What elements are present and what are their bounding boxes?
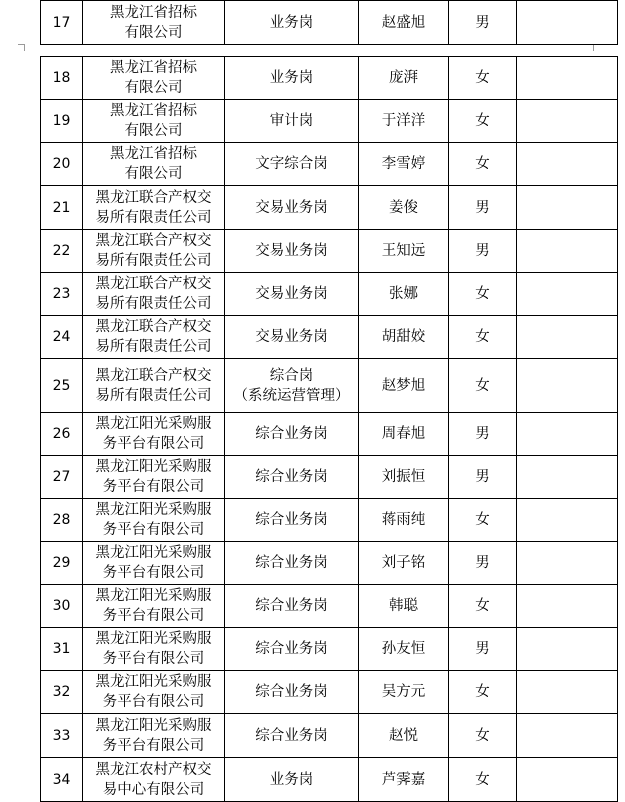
name-cell: 张娜: [359, 273, 449, 316]
company-line: 务平台有限公司: [102, 608, 205, 624]
company-line: 易中心有限公司: [102, 781, 205, 798]
position-line: 交易业务岗: [255, 329, 328, 345]
row-number-cell: 21: [41, 186, 83, 230]
gender-cell: 女: [449, 57, 517, 100]
gender-cell: 女: [449, 758, 517, 802]
company-line: 黑龙江联合产权交: [95, 189, 212, 206]
gender-cell: 女: [449, 359, 517, 413]
company-cell: [83, 1, 225, 45]
position-cell: [225, 57, 359, 100]
page-corner-mark-right: [593, 44, 600, 51]
company-line: 务平台有限公司: [102, 651, 205, 667]
company-line: 务平台有限公司: [102, 565, 205, 581]
table-row: [41, 100, 618, 143]
name-cell: 孙友恒: [359, 628, 449, 671]
company-line: 有限公司: [124, 166, 183, 182]
company-line: 黑龙江阳光采购服: [95, 631, 212, 647]
name-cell: 赵梦旭: [359, 359, 449, 413]
table-row: [41, 186, 618, 230]
company-line: 务平台有限公司: [102, 522, 205, 538]
position-line: 业务岗: [269, 14, 314, 31]
row-number-cell: 26: [41, 413, 83, 456]
company-cell: [83, 413, 225, 456]
name-cell: 胡甜姣: [359, 316, 449, 359]
position-line: 综合岗: [269, 367, 314, 384]
name-cell: 刘振恒: [359, 456, 449, 499]
note-cell: [517, 1, 618, 45]
note-cell: [517, 585, 618, 628]
name-cell: 刘子铭: [359, 542, 449, 585]
company-line: 黑龙江阳光采购服: [95, 717, 212, 734]
company-line: 易所有限责任公司: [95, 296, 212, 312]
company-line: 黑龙江省招标: [110, 60, 197, 76]
table-row: [41, 143, 618, 186]
company-cell: [83, 456, 225, 499]
position-cell: [225, 456, 359, 499]
position-line: 交易业务岗: [255, 243, 328, 259]
position-line: 综合业务岗: [255, 469, 328, 485]
row-number-cell: 24: [41, 316, 83, 359]
company-line: 易所有限责任公司: [95, 253, 212, 269]
position-line: 文字综合岗: [255, 156, 328, 172]
table-row: [41, 1, 618, 45]
position-line: 综合业务岗: [255, 598, 328, 614]
position-cell: [225, 316, 359, 359]
table-row: [41, 273, 618, 316]
row-number-cell: 30: [41, 585, 83, 628]
table-row: [41, 585, 618, 628]
row-number-cell: 22: [41, 230, 83, 273]
note-cell: [517, 100, 618, 143]
company-line: 黑龙江农村产权交: [95, 761, 212, 778]
company-cell: [83, 316, 225, 359]
company-cell: [83, 714, 225, 758]
company-cell: [83, 671, 225, 714]
gender-cell: 女: [449, 671, 517, 714]
company-cell: [83, 100, 225, 143]
gender-cell: 女: [449, 273, 517, 316]
position-cell: [225, 100, 359, 143]
company-line: 黑龙江阳光采购服: [95, 545, 212, 561]
company-cell: [83, 143, 225, 186]
position-line: 业务岗: [269, 70, 314, 86]
position-line: 综合业务岗: [255, 555, 328, 571]
company-line: 易所有限责任公司: [95, 209, 212, 226]
note-cell: [517, 714, 618, 758]
gender-cell: 男: [449, 542, 517, 585]
name-cell: 庞湃: [359, 57, 449, 100]
company-cell: [83, 758, 225, 802]
table-row: [41, 671, 618, 714]
position-cell: [225, 628, 359, 671]
company-line: 务平台有限公司: [102, 436, 205, 452]
position-line: 审计岗: [269, 113, 314, 129]
note-cell: [517, 359, 618, 413]
company-line: 黑龙江联合产权交: [95, 367, 212, 384]
position-line: 综合业务岗: [255, 512, 328, 528]
row-number-cell: 23: [41, 273, 83, 316]
name-cell: 蒋雨纯: [359, 499, 449, 542]
company-cell: [83, 585, 225, 628]
position-cell: [225, 758, 359, 802]
company-line: 黑龙江联合产权交: [95, 319, 212, 335]
row-number-cell: 18: [41, 57, 83, 100]
gender-cell: 男: [449, 230, 517, 273]
note-cell: [517, 628, 618, 671]
row-number-cell: 29: [41, 542, 83, 585]
name-cell: 王知远: [359, 230, 449, 273]
row-number-cell: 25: [41, 359, 83, 413]
table-row: [41, 456, 618, 499]
company-line: 易所有限责任公司: [95, 339, 212, 355]
gender-cell: 男: [449, 1, 517, 45]
company-cell: [83, 628, 225, 671]
table-row: [41, 316, 618, 359]
company-line: 黑龙江阳光采购服: [95, 588, 212, 604]
company-cell: [83, 186, 225, 230]
row-number-cell: 28: [41, 499, 83, 542]
table-row: [41, 413, 618, 456]
position-line: （系统运营管理）: [233, 387, 350, 404]
position-line: 综合业务岗: [255, 641, 328, 657]
note-cell: [517, 413, 618, 456]
position-line: 综合业务岗: [255, 684, 328, 700]
note-cell: [517, 230, 618, 273]
table-row: [41, 230, 618, 273]
position-line: 综合业务岗: [255, 426, 328, 442]
company-line: 黑龙江联合产权交: [95, 276, 212, 292]
position-cell: [225, 186, 359, 230]
company-cell: [83, 57, 225, 100]
note-cell: [517, 499, 618, 542]
company-line: 务平台有限公司: [102, 737, 205, 754]
company-cell: [83, 230, 225, 273]
row-number-cell: 33: [41, 714, 83, 758]
table-row: [41, 542, 618, 585]
name-cell: 吴方元: [359, 671, 449, 714]
company-line: 有限公司: [124, 24, 183, 41]
note-cell: [517, 316, 618, 359]
position-cell: [225, 230, 359, 273]
company-line: 黑龙江阳光采购服: [95, 502, 212, 518]
position-line: 业务岗: [269, 771, 314, 788]
gender-cell: 男: [449, 186, 517, 230]
gender-cell: 女: [449, 100, 517, 143]
gender-cell: 男: [449, 413, 517, 456]
table-row: [41, 628, 618, 671]
name-cell: 姜俊: [359, 186, 449, 230]
company-line: 黑龙江省招标: [110, 146, 197, 162]
row-number-cell: 32: [41, 671, 83, 714]
position-cell: [225, 714, 359, 758]
company-line: 易所有限责任公司: [95, 387, 212, 404]
gender-cell: 女: [449, 316, 517, 359]
position-cell: [225, 671, 359, 714]
company-line: 务平台有限公司: [102, 694, 205, 710]
company-line: 有限公司: [124, 123, 183, 139]
company-line: 有限公司: [124, 80, 183, 96]
company-line: 黑龙江省招标: [110, 4, 197, 21]
row-number-cell: 19: [41, 100, 83, 143]
company-line: 黑龙江联合产权交: [95, 233, 212, 249]
table-row: [41, 499, 618, 542]
position-cell: [225, 1, 359, 45]
position-cell: [225, 585, 359, 628]
note-cell: [517, 143, 618, 186]
name-cell: 李雪婷: [359, 143, 449, 186]
company-cell: [83, 273, 225, 316]
company-line: 务平台有限公司: [102, 479, 205, 495]
company-line: 黑龙江阳光采购服: [95, 674, 212, 690]
note-cell: [517, 758, 618, 802]
position-cell: [225, 542, 359, 585]
table-row: [41, 714, 618, 758]
name-cell: 韩聪: [359, 585, 449, 628]
company-line: 黑龙江省招标: [110, 103, 197, 119]
position-cell: [225, 413, 359, 456]
gender-cell: 女: [449, 585, 517, 628]
company-line: 黑龙江阳光采购服: [95, 416, 212, 432]
position-cell: [225, 359, 359, 413]
position-line: 交易业务岗: [255, 286, 328, 302]
applicant-table: [40, 56, 618, 802]
row-number-cell: 17: [41, 1, 83, 45]
table-row: [41, 758, 618, 802]
position-cell: [225, 499, 359, 542]
gender-cell: 女: [449, 499, 517, 542]
row-number-cell: 34: [41, 758, 83, 802]
gender-cell: 男: [449, 456, 517, 499]
row-number-cell: 31: [41, 628, 83, 671]
company-line: 黑龙江阳光采购服: [95, 459, 212, 475]
position-cell: [225, 143, 359, 186]
company-cell: [83, 542, 225, 585]
gender-cell: 女: [449, 143, 517, 186]
position-line: 交易业务岗: [255, 199, 328, 216]
gender-cell: 女: [449, 714, 517, 758]
position-line: 综合业务岗: [255, 727, 328, 744]
note-cell: [517, 542, 618, 585]
row-number-cell: 20: [41, 143, 83, 186]
table-row: [41, 57, 618, 100]
name-cell: 于洋洋: [359, 100, 449, 143]
note-cell: [517, 671, 618, 714]
note-cell: [517, 57, 618, 100]
name-cell: 芦霁嘉: [359, 758, 449, 802]
row-number-cell: 27: [41, 456, 83, 499]
name-cell: 周春旭: [359, 413, 449, 456]
name-cell: 赵盛旭: [359, 1, 449, 45]
page-corner-mark-left: [18, 44, 25, 51]
note-cell: [517, 273, 618, 316]
note-cell: [517, 186, 618, 230]
company-cell: [83, 499, 225, 542]
position-cell: [225, 273, 359, 316]
note-cell: [517, 456, 618, 499]
applicant-table-top: [40, 0, 618, 45]
gender-cell: 男: [449, 628, 517, 671]
table-row: [41, 359, 618, 413]
name-cell: 赵悦: [359, 714, 449, 758]
company-cell: [83, 359, 225, 413]
